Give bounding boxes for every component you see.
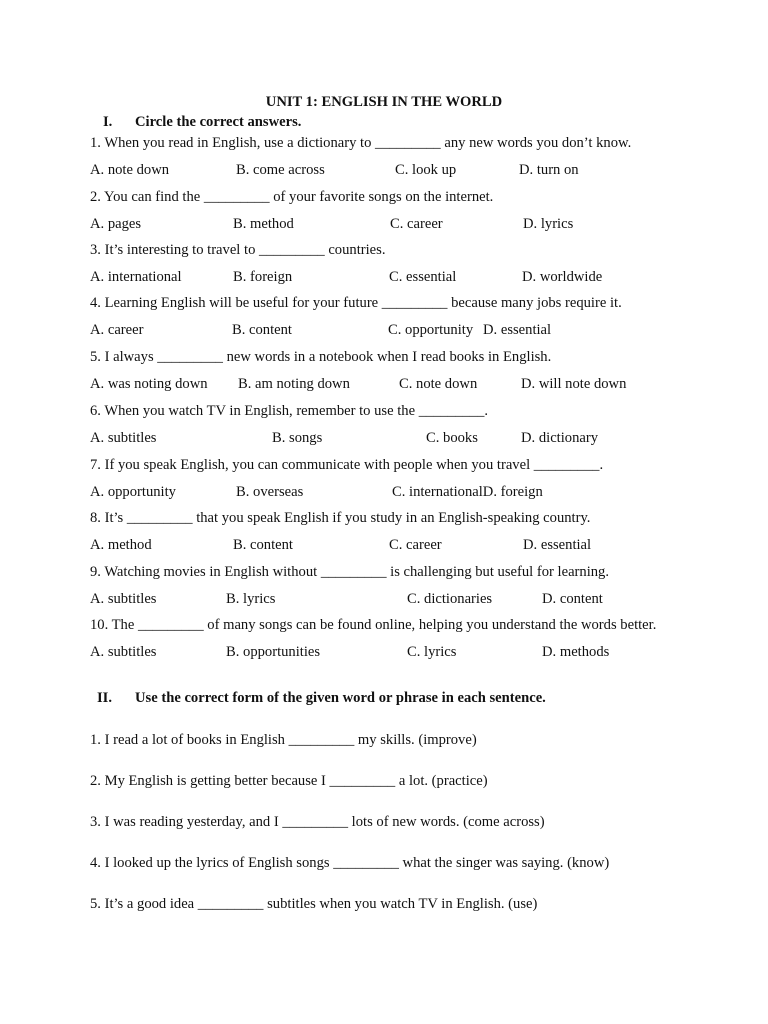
question-3: 3. It’s interesting to travel to _________ countries. <box>90 242 386 258</box>
q4-option-d[interactable]: D. essential <box>483 322 552 338</box>
section-2-heading: Use the correct form of the given word or phrase in each sentence. <box>135 690 546 706</box>
q2-option-a[interactable]: A. pages <box>90 216 142 232</box>
exercise-2-item-2: 2. My English is getting better because I _________ a lot. (practice) <box>90 773 488 789</box>
exercise-2-item-5: 5. It’s a good idea _________ subtitles when you watch TV in English. (use) <box>90 896 538 912</box>
q3-option-a[interactable]: A. international <box>90 269 182 285</box>
exercise-2-item-3: 3. I was reading yesterday, and I _________ lots of new words. (come across) <box>90 814 545 830</box>
q4-option-b[interactable]: B. content <box>232 322 292 338</box>
question-10: 10. The _________ of many songs can be found online, helping you understand the words better. <box>90 617 657 633</box>
q1-option-a[interactable]: A. note down <box>90 162 170 178</box>
question-6: 6. When you watch TV in English, remember to use the _________. <box>90 403 489 419</box>
q3-option-b[interactable]: B. foreign <box>233 269 293 285</box>
q6-option-c[interactable]: C. books <box>426 430 478 446</box>
q5-option-a[interactable]: A. was noting down <box>90 376 208 392</box>
q2-option-c[interactable]: C. career <box>390 216 443 232</box>
q4-option-a[interactable]: A. career <box>90 322 144 338</box>
q1-option-d[interactable]: D. turn on <box>519 162 579 178</box>
q6-option-b[interactable]: B. songs <box>272 430 323 446</box>
section-1-numeral: I. <box>103 114 113 130</box>
question-4: 4. Learning English will be useful for your future _________ because many jobs require it. <box>90 295 622 311</box>
question-2: 2. You can find the _________ of your favorite songs on the internet. <box>90 189 494 205</box>
q5-option-c[interactable]: C. note down <box>399 376 478 392</box>
q6-option-d[interactable]: D. dictionary <box>521 430 599 446</box>
q2-option-b[interactable]: B. method <box>233 216 294 232</box>
q8-option-d[interactable]: D. essential <box>523 537 592 553</box>
q8-option-a[interactable]: A. method <box>90 537 152 553</box>
q7-option-a[interactable]: A. opportunity <box>90 484 176 500</box>
q7-option-c-d[interactable]: C. internationalD. foreign <box>392 484 543 500</box>
question-8: 8. It’s _________ that you speak English if you study in an English-speaking country. <box>90 510 591 526</box>
q5-option-b[interactable]: B. am noting down <box>238 376 350 392</box>
q10-option-c[interactable]: C. lyrics <box>407 644 457 660</box>
question-7: 7. If you speak English, you can communicate with people when you travel _________. <box>90 457 604 473</box>
page-title: UNIT 1: ENGLISH IN THE WORLD <box>265 94 503 110</box>
q9-option-b[interactable]: B. lyrics <box>226 591 276 607</box>
q4-option-c[interactable]: C. opportunity <box>388 322 474 338</box>
exercise-2-item-1: 1. I read a lot of books in English _________ my skills. (improve) <box>90 732 477 748</box>
q5-option-d[interactable]: D. will note down <box>521 376 627 392</box>
section-2-numeral: II. <box>97 690 113 706</box>
q6-option-a[interactable]: A. subtitles <box>90 430 157 446</box>
q9-option-a[interactable]: A. subtitles <box>90 591 157 607</box>
q9-option-c[interactable]: C. dictionaries <box>407 591 493 607</box>
q2-option-d[interactable]: D. lyrics <box>523 216 574 232</box>
question-5: 5. I always _________ new words in a notebook when I read books in English. <box>90 349 552 365</box>
q10-option-b[interactable]: B. opportunities <box>226 644 321 660</box>
q9-option-d[interactable]: D. content <box>542 591 603 607</box>
q10-option-d[interactable]: D. methods <box>542 644 610 660</box>
q3-option-d[interactable]: D. worldwide <box>522 269 603 285</box>
q10-option-a[interactable]: A. subtitles <box>90 644 157 660</box>
q3-option-c[interactable]: C. essential <box>389 269 457 285</box>
q1-option-b[interactable]: B. come across <box>236 162 325 178</box>
q8-option-b[interactable]: B. content <box>233 537 293 553</box>
question-9: 9. Watching movies in English without _________ is challenging but useful for learning. <box>90 564 609 580</box>
q8-option-c[interactable]: C. career <box>389 537 442 553</box>
question-1: 1. When you read in English, use a dictionary to _________ any new words you don’t know. <box>90 135 632 151</box>
q7-option-b[interactable]: B. overseas <box>236 484 304 500</box>
section-1-heading: Circle the correct answers. <box>135 114 302 130</box>
q1-option-c[interactable]: C. look up <box>395 162 457 178</box>
exercise-2-item-4: 4. I looked up the lyrics of English songs _________ what the singer was saying. (know) <box>90 855 610 871</box>
